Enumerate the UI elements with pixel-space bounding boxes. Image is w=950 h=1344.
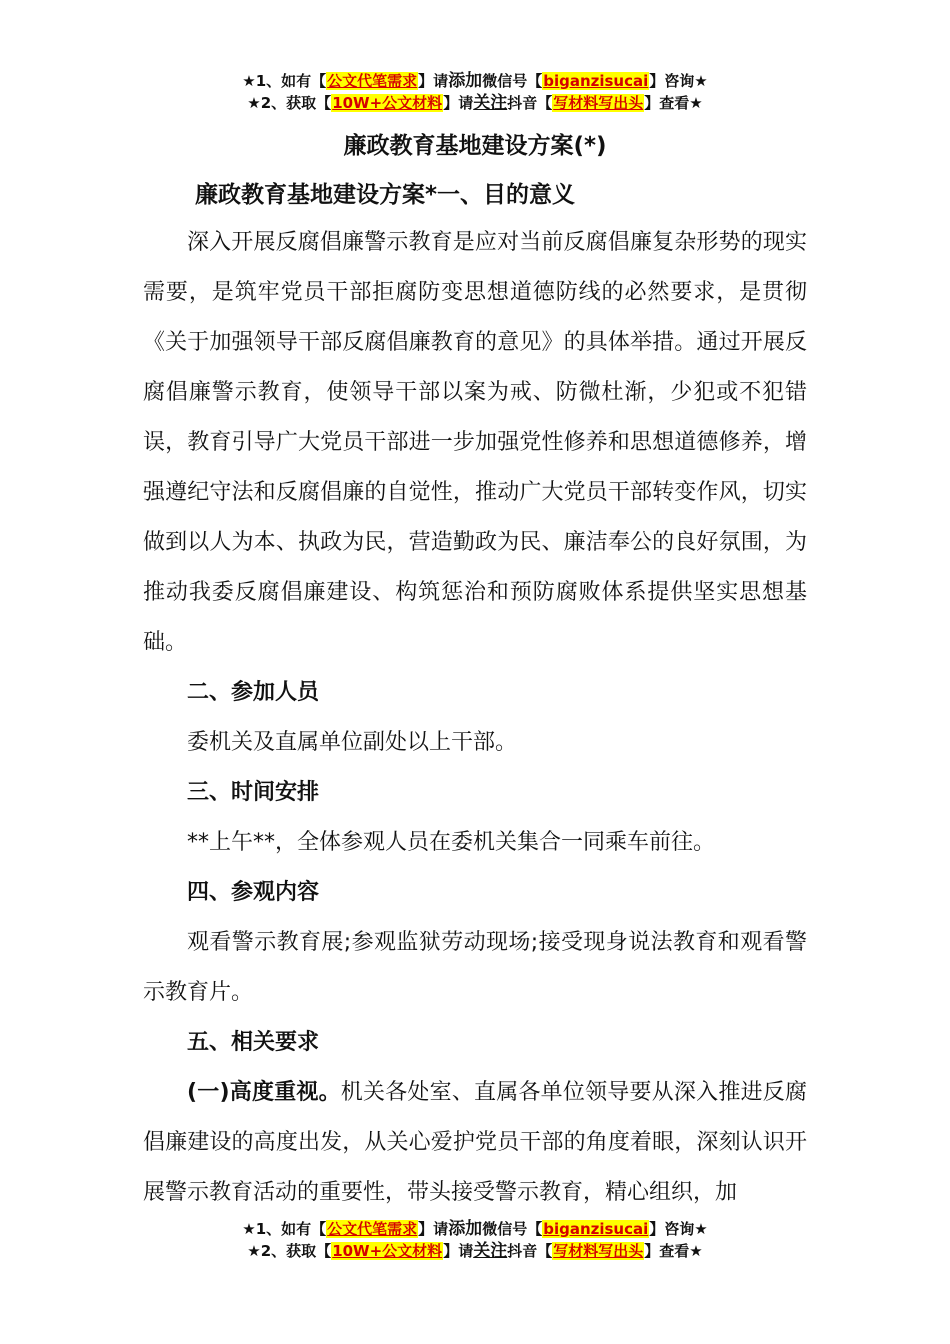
banner-text: 】请: [443, 1242, 474, 1260]
banner-text: ★2、获取【: [247, 1242, 332, 1260]
banner-text: 】请: [418, 1220, 449, 1238]
banner-emphasis: 关注: [473, 93, 508, 113]
header-banner: [0, 70, 950, 114]
requirement-lead: (一)高度重视。: [187, 1080, 341, 1105]
paragraph-schedule: **上午**，全体参观人员在委机关集合一同乘车前往。: [187, 830, 716, 855]
banner-text: 】请: [418, 72, 449, 90]
section-heading-5: 五、相关要求: [187, 1030, 320, 1055]
banner-line-1: [0, 1218, 950, 1240]
banner-highlight: biganzisucai: [543, 1220, 649, 1238]
banner-highlight: 公文代笔需求: [327, 72, 418, 90]
banner-line-2: [0, 92, 950, 114]
paragraph-participants: 委机关及直属单位副处以上干部。: [187, 730, 518, 755]
paragraph-requirements: [143, 1068, 807, 1218]
banner-text: 】咨询★: [649, 1220, 708, 1238]
banner-text: 】查看★: [644, 1242, 703, 1260]
section-heading-2: 二、参加人员: [187, 680, 320, 705]
section-heading-4: 四、参观内容: [187, 880, 320, 905]
banner-line-2: [0, 1240, 950, 1262]
banner-text: ★1、如有【: [242, 72, 327, 90]
requirement-body: 机关各处室、直属各单位领导要从深入推进反腐倡廉建设的高度出发，从关心爱护党员干部的角度着眼，深刻认识开展警示教育活动的重要性，带头接受警示教育，精心组织，加: [143, 1080, 807, 1205]
banner-text: 抖音【: [507, 1242, 553, 1260]
banner-text: 抖音【: [507, 94, 553, 112]
banner-text: ★1、如有【: [242, 1220, 327, 1238]
banner-text: ★2、获取【: [247, 94, 332, 112]
banner-text: 微信号【: [482, 72, 543, 90]
paragraph-purpose: 深入开展反腐倡廉警示教育是应对当前反腐倡廉复杂形势的现实需要，是筑牢党员干部拒腐防变思想道德防线的必然要求，是贯彻《关于加强领导干部反腐倡廉教育的意见》的具体举措。通过开展反腐倡廉警示教育，使领导干部以案为戒、防微杜渐，少犯或不犯错误，教育引导广大党员干部进一步加强党性修养和思想道德修养，增强遵纪守法和反腐倡廉的自觉性，推动广大党员干部转变作风，切实做到以人为本、执政为民，营造勤政为民、廉洁奉公的良好氛围，为推动我委反腐倡廉建设、构筑惩治和预防腐败体系提供坚实思想基础。: [143, 230, 807, 655]
document-title: 廉政教育基地建设方案(*): [343, 133, 607, 159]
banner-text: 】请: [443, 94, 474, 112]
section-heading-3: 三、时间安排: [187, 780, 320, 805]
section-heading-1: 廉政教育基地建设方案*一、目的意义: [195, 182, 576, 208]
banner-emphasis: 添加: [448, 1219, 483, 1239]
banner-highlight: 写材料写出头: [553, 94, 644, 112]
banner-highlight: 10W+公文材料: [332, 1242, 443, 1260]
banner-line-1: [0, 70, 950, 92]
banner-text: 】咨询★: [649, 72, 708, 90]
paragraph-content: 观看警示教育展;参观监狱劳动现场;接受现身说法教育和观看警示教育片。: [143, 930, 807, 1005]
banner-highlight: biganzisucai: [543, 72, 649, 90]
banner-emphasis: 关注: [473, 1241, 508, 1261]
banner-highlight: 写材料写出头: [553, 1242, 644, 1260]
banner-text: 微信号【: [482, 1220, 543, 1238]
banner-emphasis: 添加: [448, 71, 483, 91]
footer-banner: [0, 1218, 950, 1262]
banner-highlight: 10W+公文材料: [332, 94, 443, 112]
banner-highlight: 公文代笔需求: [327, 1220, 418, 1238]
banner-text: 】查看★: [644, 94, 703, 112]
document-body: [143, 172, 807, 1218]
